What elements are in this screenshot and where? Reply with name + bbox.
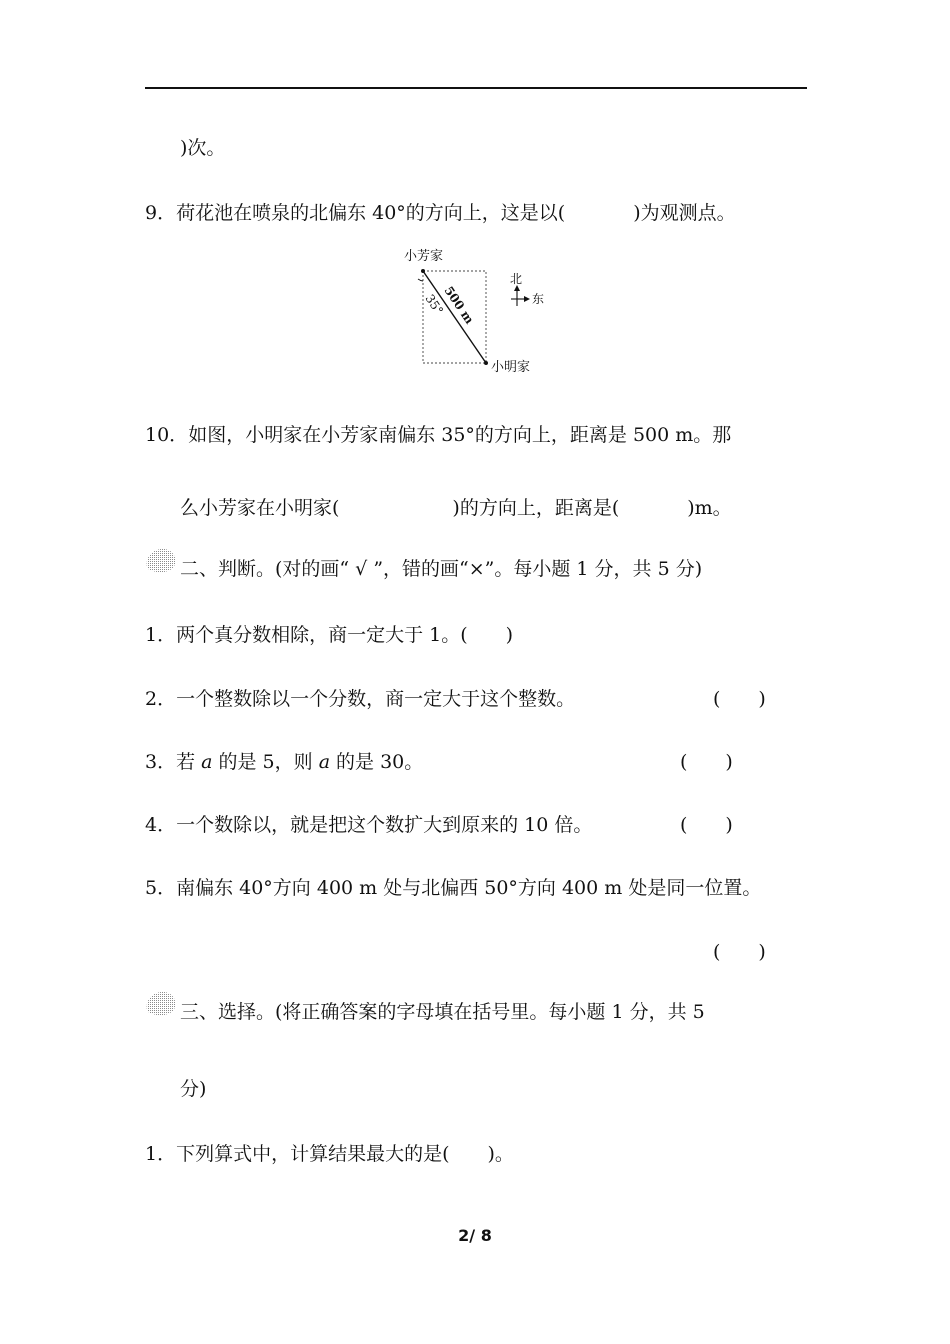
- start-point: [421, 269, 425, 273]
- item-number: 4．: [145, 814, 177, 836]
- item-number: 2．: [145, 688, 177, 710]
- section-3-title: 三、选择。(将正确答案的字母填在括号里。每小题 1 分，共 5: [180, 1001, 705, 1023]
- distance-label: 500 m: [441, 283, 477, 327]
- compass-east-label: 东: [532, 292, 545, 306]
- variable-a: a: [318, 751, 331, 773]
- question-text: 么小芳家在小明家(: [180, 497, 340, 519]
- question-10: [145, 423, 731, 447]
- question-text-line1: 如图，小明家在小芳家南偏东 35°的方向上，距离是 500 m。那: [188, 424, 732, 446]
- carryover-text: )次。: [180, 137, 226, 159]
- question-text: )m。: [687, 497, 732, 519]
- compass-icon: [510, 272, 544, 306]
- angle-label: 35°: [422, 291, 447, 318]
- item-text: 的是 30。: [330, 751, 424, 773]
- paren-open: (: [713, 688, 721, 710]
- question-text: 荷花池在喷泉的北偏东 40°的方向上，这是以(: [176, 202, 566, 224]
- paren-close: ): [725, 751, 733, 773]
- label-xiaoming-home: 小明家: [491, 360, 531, 375]
- question-9: [145, 201, 736, 225]
- paren-close: )。: [487, 1143, 514, 1165]
- compass-north-label: 北: [510, 272, 523, 286]
- question-10-line2: [180, 496, 732, 520]
- judge-item-2-parens[interactable]: [713, 687, 766, 711]
- section-3-title-cont: 分): [180, 1078, 207, 1100]
- item-number: 1．: [145, 1143, 177, 1165]
- item-text: 一个整数除以一个分数，商一定大于这个整数。: [176, 688, 576, 710]
- question-number: 9．: [145, 202, 177, 224]
- question-text-end: )为观测点。: [633, 202, 736, 224]
- paren-open: (: [680, 814, 688, 836]
- judge-item-3-parens[interactable]: [680, 750, 733, 774]
- judge-item-1: [145, 623, 513, 647]
- judge-item-4: [145, 813, 592, 837]
- variable-a: a: [201, 751, 213, 773]
- item-text: 南偏东 40°方向 400 m 处与北偏西 50°方向 400 m 处是同一位置。: [176, 877, 762, 899]
- paren-open: (: [680, 751, 688, 773]
- section-2-title: 二、判断。(对的画“ √ ”，错的画“×”。每小题 1 分，共 5 分): [180, 558, 703, 580]
- item-text: 若: [176, 751, 202, 773]
- paren-close: ): [725, 814, 733, 836]
- judge-item-5: [145, 876, 761, 900]
- paren-open: (: [713, 941, 721, 963]
- judge-item-5-parens[interactable]: [713, 940, 766, 964]
- question-number: 10．: [145, 424, 189, 446]
- judge-item-3: [145, 750, 423, 774]
- item-number: 5．: [145, 877, 177, 899]
- item-text: 两个真分数相除，商一定大于 1。(: [176, 624, 468, 646]
- item-text: 的是 5，则: [212, 751, 319, 773]
- item-number: 3．: [145, 751, 177, 773]
- item-text: 下列算式中，计算结果最大的是(: [176, 1143, 450, 1165]
- paren-close: ): [505, 624, 514, 646]
- header-rule: [145, 87, 807, 89]
- question-text: )的方向上，距离是(: [452, 497, 620, 519]
- section-badge-icon: [144, 988, 178, 1018]
- end-point: [484, 361, 488, 365]
- paren-close: ): [758, 688, 766, 710]
- direction-diagram: [398, 240, 568, 380]
- section-badge-icon: [144, 545, 178, 575]
- paren-close: ): [758, 941, 766, 963]
- judge-item-4-parens[interactable]: [680, 813, 733, 837]
- label-xiaofang-home: 小芳家: [404, 249, 444, 264]
- angle-arc: [418, 279, 423, 281]
- judge-item-2: [145, 687, 575, 711]
- page-number: 2/ 8: [458, 1226, 492, 1245]
- item-text: 一个数除以，就是把这个数扩大到原来的 10 倍。: [176, 814, 593, 836]
- choice-item-1: [145, 1142, 514, 1166]
- item-number: 1．: [145, 624, 177, 646]
